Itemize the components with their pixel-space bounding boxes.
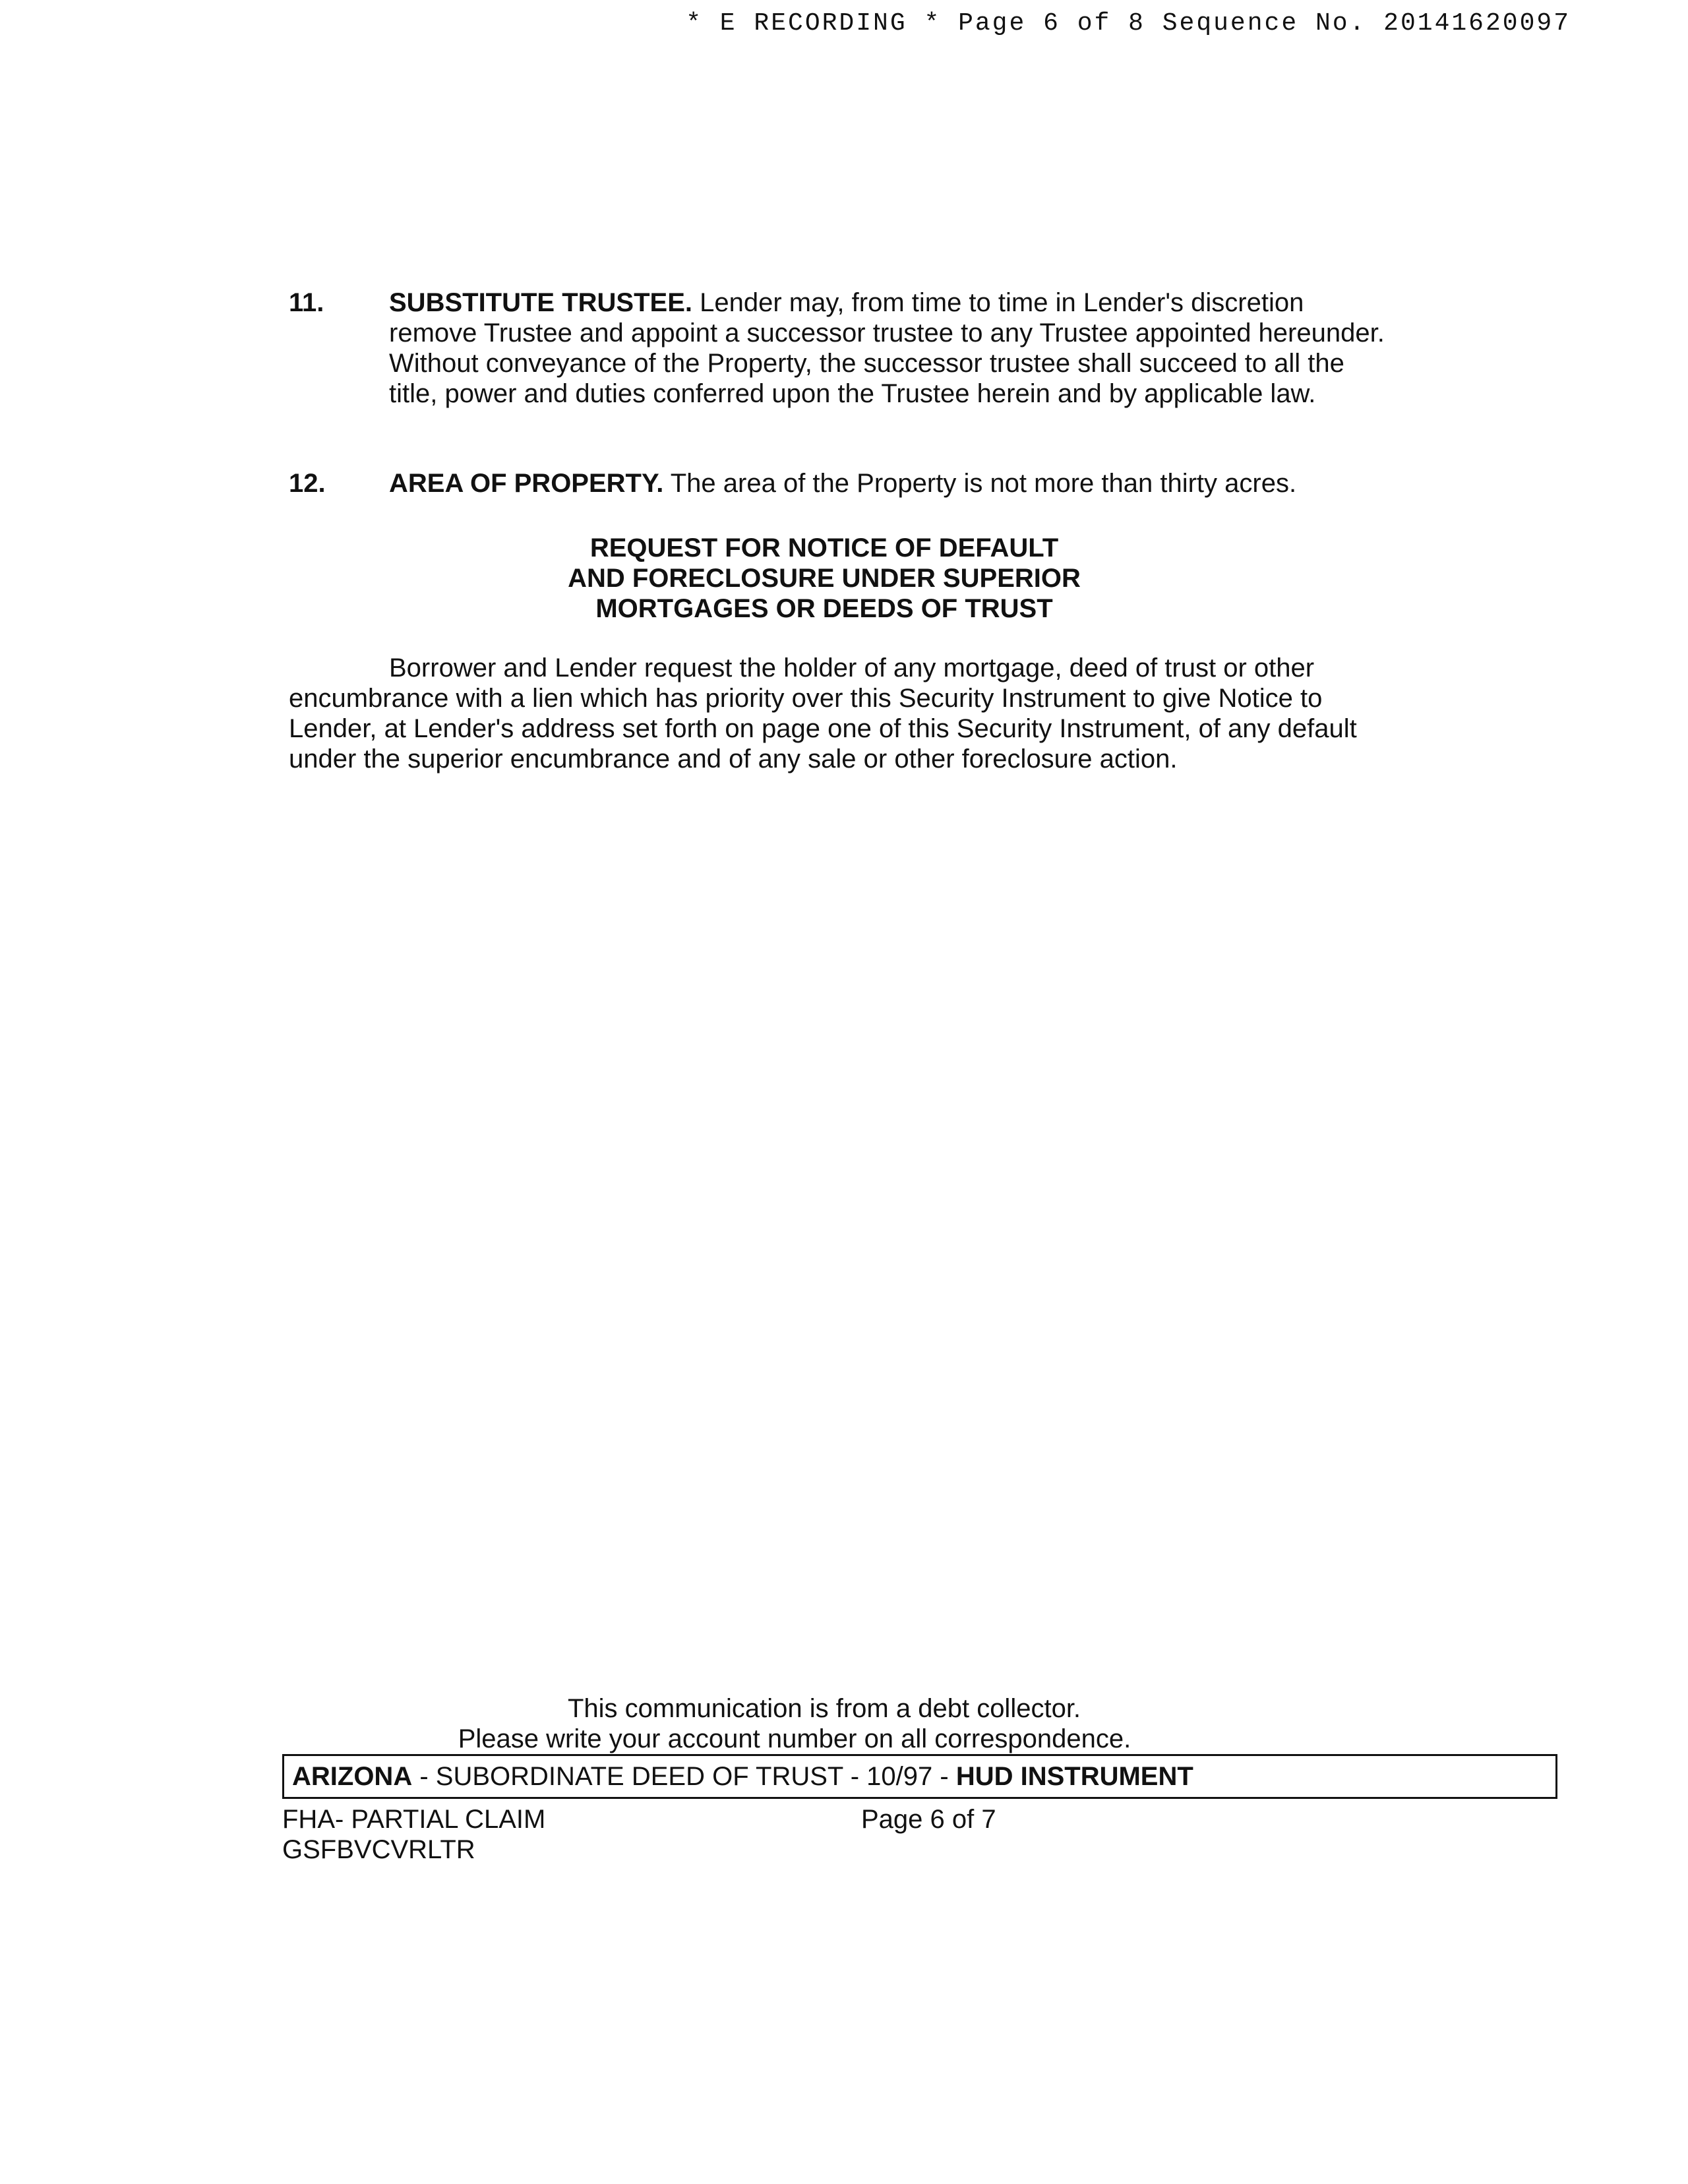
- section-title: SUBSTITUTE TRUSTEE.: [389, 288, 693, 317]
- debt-notice-line: This communication is from a debt collector.: [567, 1694, 1081, 1723]
- heading-line: MORTGAGES OR DEEDS OF TRUST: [595, 594, 1053, 623]
- form-middle: - SUBORDINATE DEED OF TRUST - 10/97 -: [412, 1762, 956, 1791]
- page-number: Page 6 of 7: [861, 1805, 996, 1834]
- section-text: Lender may, from time to time in Lender's discretion remove Trustee and appoint a successor trustee to any Trustee appointed hereunder. Without conveyance of the Property, the successor trustee shall succeed to all the title, power and duties conferred upon the Trustee herein and by applicable law.: [389, 288, 1385, 408]
- section-number: 11.: [289, 288, 324, 317]
- debt-collector-notice: [330, 1693, 1319, 1754]
- heading-line: REQUEST FOR NOTICE OF DEFAULT: [589, 533, 1059, 562]
- request-notice-body: Borrower and Lender request the holder of any mortgage, deed of trust or other encumbrance with a lien which has priority over this Security Instrument to give Notice to Lender, at Lender's address set forth on page one of this Security Instrument, of any default under the superior encumbrance and of any sale or other foreclosure action.: [289, 653, 1357, 774]
- recording-stamp: * E RECORDING * Page 6 of 8 Sequence No. 20141620097: [686, 9, 1571, 38]
- section-title: AREA OF PROPERTY.: [389, 469, 664, 498]
- heading-line: AND FORECLOSURE UNDER SUPERIOR: [568, 564, 1081, 593]
- form-state: ARIZONA: [292, 1762, 413, 1791]
- form-type: FHA- PARTIAL CLAIM: [282, 1805, 546, 1834]
- section-substitute-trustee: [289, 288, 1391, 409]
- form-identifiers: [282, 1804, 545, 1865]
- form-code: GSFBVCVRLTR: [282, 1835, 475, 1864]
- debt-notice-line: Please write your account number on all correspondence.: [458, 1724, 1131, 1753]
- section-area-of-property: [289, 468, 1391, 499]
- form-instrument: HUD INSTRUMENT: [955, 1762, 1193, 1791]
- form-title-box: [282, 1754, 1557, 1799]
- section-number: 12.: [289, 469, 326, 498]
- section-text: The area of the Property is not more than thirty acres.: [663, 469, 1297, 498]
- request-notice-heading: [330, 533, 1319, 624]
